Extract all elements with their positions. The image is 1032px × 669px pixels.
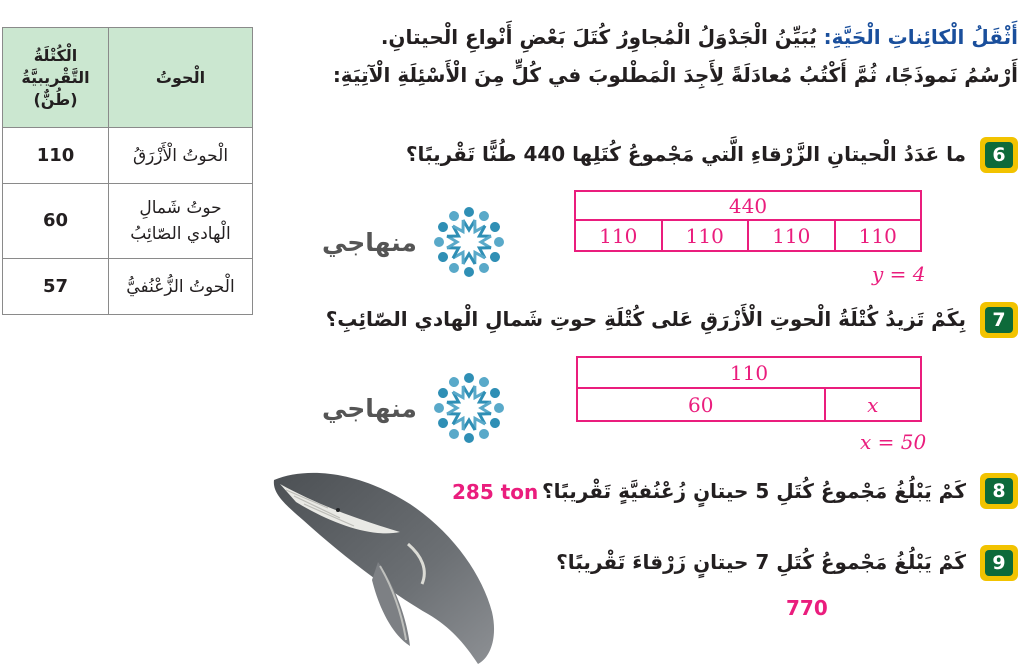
watermark-text: منهاجي xyxy=(322,227,417,257)
bar-part: 110 xyxy=(661,221,748,250)
watermark xyxy=(322,364,513,452)
table-header-whale: الْحوتُ xyxy=(109,28,253,128)
whale-name-line: الْحوتُ الْأَزْرَقُ xyxy=(132,145,229,166)
table-row xyxy=(3,184,253,259)
whale-name-line: الْهادي الصّائِبُ xyxy=(130,224,231,244)
bar-part: 60 xyxy=(688,392,714,417)
mass-header-line3: (طُنٌّ) xyxy=(33,89,78,109)
answer-q7: x = 50 xyxy=(860,430,927,454)
table-header-mass xyxy=(3,28,109,128)
bar-part: 110 xyxy=(834,221,921,250)
bar-model-total-row xyxy=(576,192,920,221)
bar-model-q6 xyxy=(574,190,922,252)
watermark-text: منهاجي xyxy=(322,393,417,423)
answer-q9: 770 xyxy=(786,596,828,620)
question-number-badge xyxy=(980,545,1018,581)
bar-model-parts-row xyxy=(576,221,920,250)
instructions-line1 xyxy=(258,18,1018,56)
whale-name-line: الْحوتُ الزُّعْنُفيُّ xyxy=(126,276,235,297)
question-number-badge xyxy=(980,302,1018,338)
whale-mass: 60 xyxy=(3,184,109,259)
watermark xyxy=(322,198,513,286)
question-number: 8 xyxy=(985,478,1013,504)
question-8-text: كَمْ يَبْلُغُ مَجْموعُ كُتَلِ 5 حيتانٍ زُعْنُفيَّةٍ تَقْريبًا؟ xyxy=(541,479,966,503)
watermark-logo-icon xyxy=(425,364,513,452)
question-7-text: بِكَمْ تَزيدُ كُتْلَةُ الْحوتِ الْأَزْرَقِ عَلى كُتْلَةِ حوتِ شَمالِ الْهادي الصّائِبِ؟ xyxy=(325,307,966,331)
question-number: 6 xyxy=(985,142,1013,168)
question-number-badge xyxy=(980,137,1018,173)
question-6-text: ما عَدَدُ الْحيتانِ الزَّرْقاءِ الَّتي مَجْموعُ كُتَلِها 440 طُنًّا تَقْريبًا؟ xyxy=(405,142,966,166)
whale-name-line: حوتُ شَمالِ xyxy=(139,198,222,218)
answer-q8: 285 ton xyxy=(452,480,539,504)
mass-header-line2: التَّقْريبيَّةُ xyxy=(21,67,90,87)
question-number: 9 xyxy=(985,550,1013,576)
bar-model-parts-row xyxy=(578,389,920,420)
table-row xyxy=(3,259,253,315)
bar-total: 110 xyxy=(729,360,769,385)
whale-name xyxy=(109,128,253,184)
bar-part: 110 xyxy=(599,223,638,248)
bar-part: 110 xyxy=(747,221,834,250)
whale-name xyxy=(109,184,253,259)
bar-part-unknown: x xyxy=(824,389,920,420)
topic-title: أَثْقَلُ الْكائِناتِ الْحَيَّةِ: xyxy=(823,25,1018,49)
bar-total: 440 xyxy=(728,193,768,218)
answer-q6: y = 4 xyxy=(872,262,926,286)
bar-model-total-row xyxy=(578,358,920,389)
instructions-line2: أَرْسُمُ نَموذَجًا، ثُمَّ أَكْتُبُ مُعادَلَةً لِأَجِدَ الْمَطْلوبَ في كُلٍّ مِنَ الْأَسْئِلَةِ الْآتِيَةِ: xyxy=(332,63,1018,87)
watermark-logo-icon xyxy=(425,198,513,286)
whale-mass: 57 xyxy=(3,259,109,315)
question-number-badge xyxy=(980,473,1018,509)
instructions-text: يُبَيِّنُ الْجَدْوَلُ الْمُجاوِرُ كُتَلَ بَعْضِ أَنْواعِ الْحيتانِ. xyxy=(380,25,824,49)
instructions xyxy=(258,18,1018,94)
whale-mass: 110 xyxy=(3,128,109,184)
mass-header-line1: الْكُتْلَةُ xyxy=(33,45,78,65)
whale-name xyxy=(109,259,253,315)
question-number: 7 xyxy=(985,307,1013,333)
bar-model-q7 xyxy=(576,356,922,422)
humpback-whale-image xyxy=(268,462,504,667)
question-9-text: كَمْ يَبْلُغُ مَجْموعُ كُتَلِ 7 حيتانٍ زَرْقاءَ تَقْريبًا؟ xyxy=(556,550,966,574)
table-row xyxy=(3,128,253,184)
whale-mass-table xyxy=(2,27,253,315)
